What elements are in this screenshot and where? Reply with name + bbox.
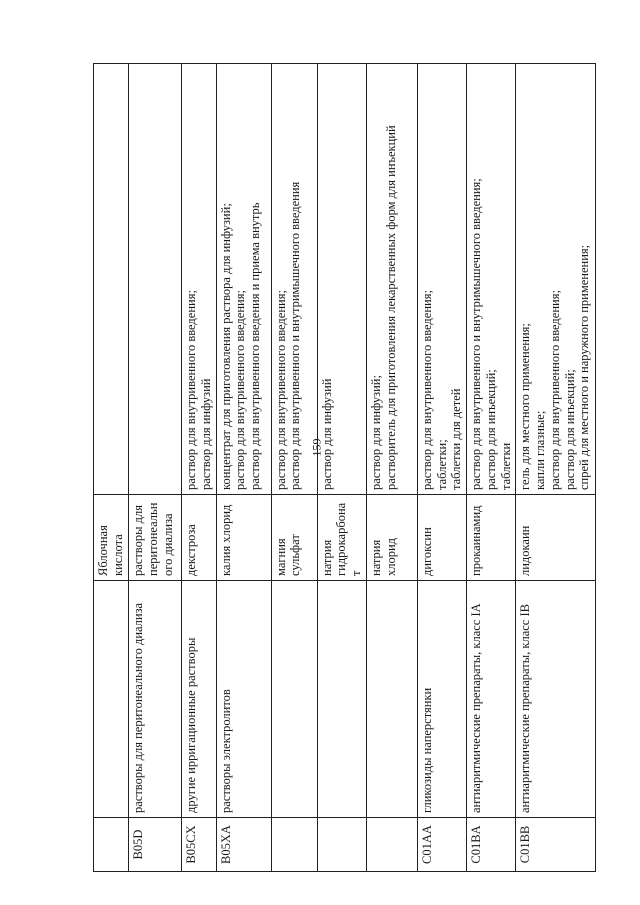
dosage-form-line: раствор для инфузий — [319, 378, 334, 490]
drug-name-cell: дигоксин — [417, 495, 466, 581]
dosage-form-line: раствор для внутривенного введения; — [419, 290, 434, 490]
table-row — [317, 64, 366, 872]
group-name-cell: растворы электролитов — [216, 581, 271, 818]
atc-code-cell: B05D — [129, 818, 182, 872]
dosage-form-line: раствор для инъекций; — [483, 369, 498, 490]
table-row — [271, 64, 317, 872]
atc-code-cell: C01BB — [516, 818, 596, 872]
group-name-cell: растворы для перитонеального диализа — [129, 581, 182, 818]
medicines-table — [93, 63, 596, 872]
drug-name-cell: Яблочная кислота — [94, 495, 129, 581]
dosage-forms-cell — [216, 64, 271, 495]
group-name-cell: антиаритмические препараты, класс IA — [467, 581, 516, 818]
dosage-forms-cell — [417, 64, 466, 495]
group-name-cell — [271, 581, 317, 818]
group-name-cell — [317, 581, 366, 818]
dosage-form-line: раствор для инъекций; — [562, 369, 577, 490]
drug-name-cell: магния сульфат — [271, 495, 317, 581]
atc-code-cell: B05XA — [216, 818, 271, 872]
table-row — [417, 64, 466, 872]
dosage-form-line: таблетки — [498, 442, 513, 490]
drug-name-cell: калия хлорид — [216, 495, 271, 581]
dosage-form-line: гель для местного применения; — [518, 323, 533, 490]
dosage-form-line: таблетки; — [434, 439, 449, 490]
dosage-forms-cell — [516, 64, 596, 495]
table-row — [216, 64, 271, 872]
dosage-form-line: раствор для инфузий — [198, 378, 213, 490]
atc-code-cell — [271, 818, 317, 872]
atc-code-cell — [317, 818, 366, 872]
dosage-form-line: капли глазные; — [533, 410, 547, 490]
table-row — [182, 64, 217, 872]
dosage-form-line: раствор для внутривенного введения и приема внутрь — [248, 202, 262, 490]
group-name-cell — [94, 581, 129, 818]
dosage-form-line: раствор для внутривенного введения; — [273, 290, 288, 490]
dosage-forms-cell — [94, 64, 129, 495]
drug-name-cell: прокаинамид — [467, 495, 516, 581]
dosage-forms-cell — [467, 64, 516, 495]
atc-code-cell: C01BA — [467, 818, 516, 872]
dosage-form-line: растворитель для приготовления лекарственных форм для инъекций — [383, 125, 398, 490]
table-row — [467, 64, 516, 872]
page-number: 159 — [309, 438, 324, 457]
dosage-form-line: раствор для внутривенного введения; — [233, 290, 248, 490]
dosage-form-line: спрей для местного и наружного применения; — [577, 244, 592, 490]
group-name-cell: антиаритмические препараты, класс IB — [516, 581, 596, 818]
table-row — [94, 64, 129, 872]
dosage-forms-cell — [366, 64, 417, 495]
dosage-forms-cell — [129, 64, 182, 495]
atc-code-cell — [366, 818, 417, 872]
group-name-cell: другие ирригационные растворы — [182, 581, 217, 818]
dosage-form-line: раствор для внутривенного введения; — [547, 290, 562, 490]
atc-code-cell — [94, 818, 129, 872]
drug-name-cell: лидокаин — [516, 495, 596, 581]
dosage-form-line: раствор для инфузий; — [368, 375, 383, 490]
dosage-form-line: раствор для внутривенного введения; — [184, 290, 198, 490]
dosage-form-line: концентрат для приготовления раствора для инфузий; — [218, 203, 233, 490]
drug-name-cell: декстроза — [182, 495, 217, 581]
dosage-form-line: раствор для внутривенного и внутримышечного введения — [288, 181, 303, 490]
drug-name-cell: натрия хлорид — [366, 495, 417, 581]
atc-code-cell: C01AA — [417, 818, 466, 872]
rotated-page — [93, 64, 623, 872]
dosage-form-line: таблетки для детей — [449, 388, 464, 490]
dosage-form-line: раствор для внутривенного и внутримышечного введения; — [469, 178, 483, 490]
drug-name-cell: растворы для перитонеального диализа — [129, 495, 182, 581]
group-name-cell: гликозиды наперстянки — [417, 581, 466, 818]
table-row — [516, 64, 596, 872]
drug-name-cell: натрия гидрокарбонат — [317, 495, 366, 581]
table-row — [366, 64, 417, 872]
dosage-forms-cell — [271, 64, 317, 495]
table-row — [129, 64, 182, 872]
dosage-forms-cell — [182, 64, 217, 495]
group-name-cell — [366, 581, 417, 818]
dosage-forms-cell — [317, 64, 366, 495]
atc-code-cell: B05CX — [182, 818, 217, 872]
